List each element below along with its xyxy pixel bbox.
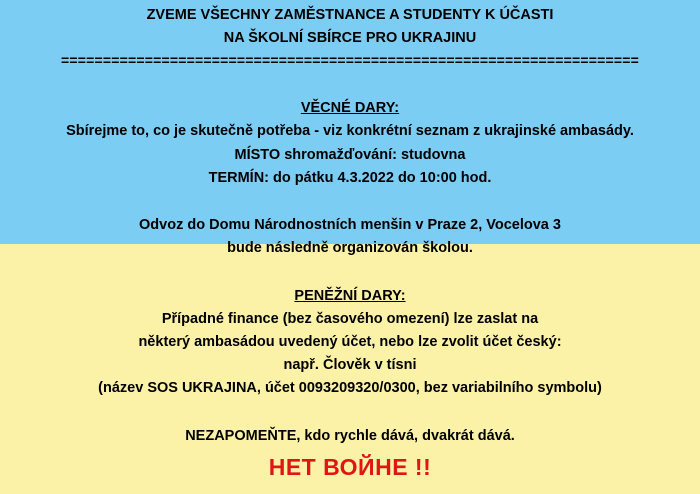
header-line-2: NA ŠKOLNÍ SBÍRCE PRO UKRAJINU (223, 30, 477, 46)
money-gifts-line-2: některý ambasádou uvedený účet, nebo lze zvolit účet český: (138, 334, 562, 350)
closing-line: NEZAPOMEŇTE, kdo rychle dává, dvakrát dává. (185, 428, 515, 444)
money-gifts-line-1: Případné finance (bez časového omezení) lze zaslat na (161, 311, 539, 327)
material-gifts-line-5: bude následně organizován školou. (227, 240, 473, 256)
money-gifts-heading: PENĚŽNÍ DARY: (294, 288, 406, 304)
money-gifts-line-3: např. Člověk v tísni (283, 357, 417, 373)
material-gifts-line-4: Odvoz do Domu Národnostních menšin v Praze 2, Vocelova 3 (139, 217, 561, 233)
material-gifts-line-3: TERMÍN: do pátku 4.3.2022 do 10:00 hod. (208, 170, 492, 186)
material-gifts-heading: VĚCNÉ DARY: (300, 100, 400, 116)
header-line-1: ZVEME VŠECHNY ZAMĚSTNANCE A STUDENTY K ÚČASTI (146, 7, 554, 23)
money-gifts-line-4: (název SOS UKRAJINA, účet 0093209320/0300, bez variabilního symbolu) (98, 380, 602, 396)
material-gifts-line-1: Sbírejme to, co je skutečně potřeba - viz konkrétní seznam z ukrajinské ambasády. (66, 123, 634, 139)
slogan: НЕТ ВОЙНЕ !! (268, 454, 432, 480)
material-gifts-line-2: MÍSTO shromažďování: studovna (234, 147, 466, 163)
separator-line: ===================================================================== (61, 52, 639, 68)
